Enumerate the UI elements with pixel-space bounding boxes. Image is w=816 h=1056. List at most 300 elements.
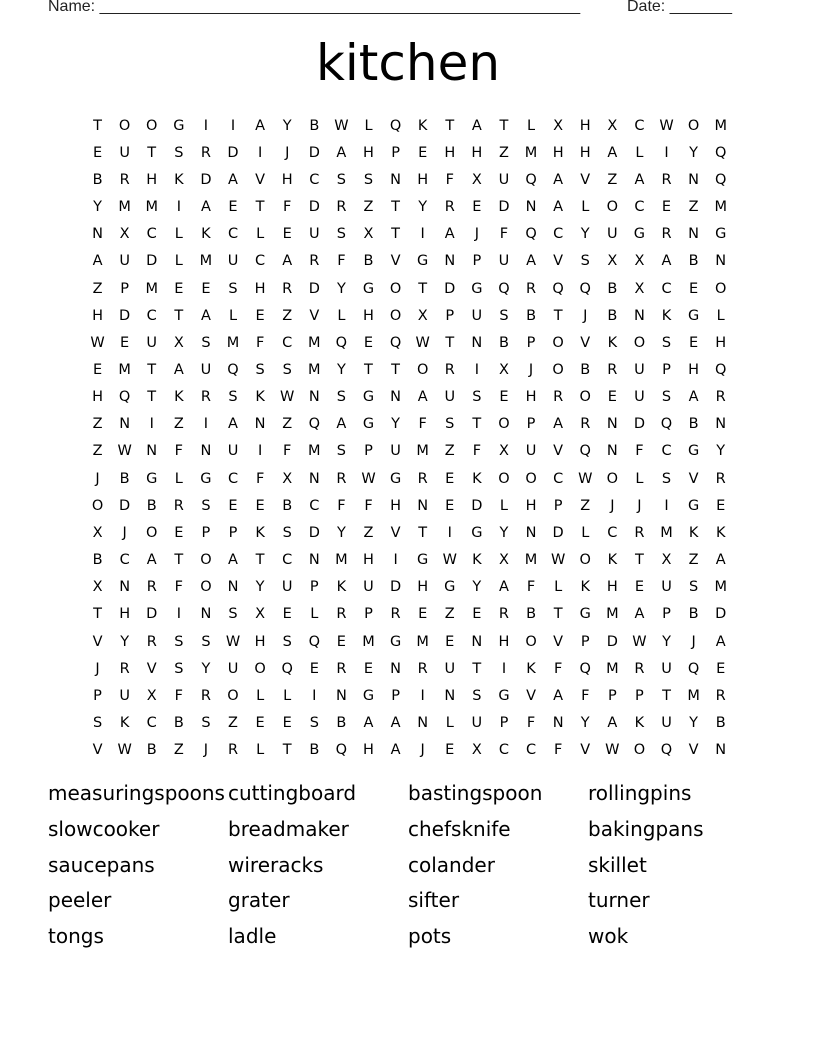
grid-letter: N bbox=[390, 171, 401, 188]
grid-letter: R bbox=[661, 226, 672, 243]
grid-letter: C bbox=[227, 470, 239, 487]
grid-letter: M bbox=[118, 361, 131, 378]
grid-letter: H bbox=[92, 389, 103, 406]
grid-letter: R bbox=[390, 606, 401, 623]
grid-row bbox=[84, 384, 734, 411]
grid-row bbox=[84, 519, 734, 546]
grid-letter: P bbox=[526, 416, 536, 433]
grid-letter: X bbox=[92, 524, 103, 541]
grid-letter: N bbox=[390, 389, 401, 406]
grid-row bbox=[84, 709, 734, 736]
grid-letter: W bbox=[90, 334, 105, 351]
grid-letter: B bbox=[309, 742, 320, 759]
grid-letter: O bbox=[525, 633, 537, 650]
grid-letter: R bbox=[661, 171, 672, 188]
grid-letter: F bbox=[553, 742, 563, 759]
date-field-label: Date: _______ bbox=[627, 0, 732, 15]
grid-letter: E bbox=[445, 497, 455, 514]
grid-letter: S bbox=[228, 280, 238, 297]
grid-letter: O bbox=[146, 117, 158, 134]
grid-letter: B bbox=[146, 742, 157, 759]
grid-letter: U bbox=[227, 443, 239, 460]
grid-letter: C bbox=[282, 552, 293, 569]
grid-letter: A bbox=[255, 117, 266, 134]
grid-letter: T bbox=[445, 117, 455, 134]
grid-letter: Z bbox=[444, 443, 455, 460]
grid-letter: E bbox=[418, 606, 428, 623]
grid-letter: Y bbox=[336, 280, 346, 297]
grid-letter: N bbox=[119, 579, 131, 596]
grid-letter: Y bbox=[662, 633, 671, 650]
grid-letter: C bbox=[119, 552, 130, 569]
grid-letter: E bbox=[255, 307, 265, 324]
grid-letter: Q bbox=[227, 361, 239, 378]
grid-letter: G bbox=[687, 443, 700, 460]
grid-letter: V bbox=[146, 660, 157, 677]
grid-letter: T bbox=[472, 660, 482, 677]
word-list-item: wok bbox=[588, 924, 629, 949]
grid-letter: S bbox=[282, 633, 292, 650]
grid-letter: K bbox=[255, 389, 265, 406]
grid-letter: R bbox=[634, 524, 645, 541]
grid-letter: L bbox=[256, 687, 265, 704]
grid-letter: S bbox=[201, 497, 211, 514]
grid-letter: H bbox=[119, 606, 131, 623]
grid-letter: P bbox=[391, 687, 400, 704]
grid-letter: Q bbox=[714, 144, 727, 161]
grid-letter: D bbox=[552, 524, 564, 541]
grid-letter: H bbox=[688, 361, 700, 378]
grid-letter: L bbox=[256, 742, 265, 759]
grid-letter: K bbox=[580, 579, 590, 596]
grid-letter: F bbox=[283, 443, 292, 460]
grid-letter: B bbox=[146, 497, 157, 514]
grid-letter: L bbox=[581, 524, 590, 541]
word-list-item: skillet bbox=[588, 852, 647, 877]
grid-letter: P bbox=[445, 307, 455, 324]
grid-letter: N bbox=[471, 633, 483, 650]
grid-letter: W bbox=[334, 117, 349, 134]
grid-letter: A bbox=[336, 144, 347, 161]
grid-letter: N bbox=[606, 443, 618, 460]
word-list-item: chefsknife bbox=[408, 816, 511, 841]
grid-letter: V bbox=[309, 307, 320, 324]
grid-letter: X bbox=[607, 253, 618, 270]
grid-letter: Z bbox=[444, 606, 455, 623]
grid-letter: M bbox=[606, 606, 619, 623]
grid-letter: W bbox=[550, 552, 566, 569]
grid-letter: V bbox=[580, 742, 591, 759]
grid-letter: T bbox=[662, 687, 671, 704]
grid-letter: S bbox=[228, 389, 238, 406]
grid-letter: N bbox=[688, 171, 700, 188]
grid-letter: S bbox=[336, 389, 346, 406]
grid-letter: Z bbox=[92, 443, 103, 460]
grid-letter: R bbox=[146, 633, 157, 650]
grid-letter: F bbox=[553, 660, 563, 677]
grid-letter: Q bbox=[308, 633, 320, 650]
grid-letter: A bbox=[715, 552, 726, 569]
grid-letter: T bbox=[147, 389, 157, 406]
grid-letter: N bbox=[92, 226, 103, 243]
grid-letter: A bbox=[607, 715, 618, 732]
grid-letter: B bbox=[607, 307, 618, 324]
grid-letter: X bbox=[92, 579, 103, 596]
grid-letter: S bbox=[363, 171, 374, 188]
grid-letter: T bbox=[93, 117, 102, 134]
grid-letter: C bbox=[498, 742, 510, 759]
grid-letter: I bbox=[312, 687, 317, 704]
grid-letter: G bbox=[471, 524, 483, 541]
grid-letter: A bbox=[715, 633, 726, 650]
grid-letter: S bbox=[174, 660, 184, 677]
grid-letter: M bbox=[416, 633, 429, 650]
grid-letter: V bbox=[92, 633, 103, 650]
grid-letter: X bbox=[661, 552, 672, 569]
grid-letter: N bbox=[227, 579, 239, 596]
grid-letter: I bbox=[664, 144, 669, 161]
grid-letter: H bbox=[552, 144, 564, 161]
grid-letter: E bbox=[92, 144, 103, 161]
grid-letter: U bbox=[498, 171, 510, 188]
grid-letter: A bbox=[92, 253, 103, 270]
grid-letter: F bbox=[174, 443, 183, 460]
grid-letter: X bbox=[634, 280, 645, 297]
grid-letter: E bbox=[120, 334, 130, 351]
grid-letter: U bbox=[119, 253, 130, 270]
word-list-item: measuringspoons bbox=[48, 781, 225, 805]
grid-letter: M bbox=[362, 633, 375, 650]
grid-letter: Y bbox=[282, 117, 292, 134]
grid-letter: W bbox=[578, 470, 593, 487]
grid-letter: C bbox=[309, 497, 320, 514]
grid-letter: J bbox=[95, 470, 100, 487]
grid-letter: V bbox=[688, 742, 699, 759]
grid-letter: B bbox=[580, 361, 591, 378]
grid-row bbox=[84, 438, 734, 465]
grid-letter: M bbox=[145, 280, 158, 297]
grid-letter: P bbox=[309, 579, 319, 596]
grid-letter: Y bbox=[472, 579, 482, 596]
grid-letter: L bbox=[445, 715, 454, 732]
grid-letter: R bbox=[227, 742, 239, 759]
grid-letter: L bbox=[228, 307, 238, 324]
grid-letter: O bbox=[633, 334, 646, 351]
word-list-item: breadmaker bbox=[228, 816, 349, 841]
grid-letter: H bbox=[92, 307, 103, 324]
grid-letter: S bbox=[282, 524, 292, 541]
grid-letter: N bbox=[444, 253, 456, 270]
grid-row bbox=[84, 411, 734, 438]
grid-letter: B bbox=[688, 253, 699, 270]
grid-letter: W bbox=[117, 742, 132, 759]
grid-letter: F bbox=[635, 443, 644, 460]
grid-row bbox=[84, 275, 734, 302]
grid-letter: V bbox=[526, 687, 536, 704]
grid-letter: A bbox=[553, 199, 564, 216]
grid-letter: L bbox=[174, 470, 183, 487]
grid-letter: O bbox=[254, 660, 266, 677]
grid-letter: Z bbox=[92, 280, 103, 297]
grid-letter: I bbox=[420, 226, 425, 243]
grid-letter: L bbox=[174, 226, 183, 243]
grid-letter: Q bbox=[335, 334, 348, 351]
grid-letter: K bbox=[715, 524, 726, 541]
grid-letter: J bbox=[203, 742, 209, 759]
grid-letter: E bbox=[716, 660, 726, 677]
grid-letter: S bbox=[661, 334, 672, 351]
grid-row bbox=[84, 737, 734, 764]
grid-letter: H bbox=[498, 633, 510, 650]
grid-row bbox=[84, 628, 734, 655]
grid-letter: E bbox=[445, 470, 455, 487]
grid-letter: H bbox=[254, 633, 266, 650]
grid-letter: Z bbox=[607, 171, 618, 188]
grid-letter: R bbox=[309, 253, 320, 270]
word-list-item: bakingpans bbox=[588, 816, 704, 841]
grid-letter: I bbox=[257, 144, 263, 161]
grid-letter: C bbox=[634, 199, 645, 216]
grid-letter: S bbox=[472, 687, 482, 704]
grid-letter: P bbox=[662, 606, 671, 623]
grid-letter: G bbox=[498, 687, 510, 704]
word-list-item: rollingpins bbox=[588, 781, 692, 805]
grid-letter: G bbox=[389, 470, 402, 487]
grid-letter: D bbox=[308, 280, 320, 297]
grid-letter: S bbox=[689, 579, 699, 596]
grid-letter: Z bbox=[498, 144, 509, 161]
grid-letter: N bbox=[688, 226, 700, 243]
grid-letter: P bbox=[499, 715, 509, 732]
grid-letter: A bbox=[200, 307, 211, 324]
grid-letter: P bbox=[364, 443, 373, 460]
grid-letter: H bbox=[363, 742, 374, 759]
grid-letter: X bbox=[634, 253, 645, 270]
grid-letter: U bbox=[146, 334, 158, 351]
grid-letter: Y bbox=[689, 144, 699, 161]
grid-letter: J bbox=[420, 742, 425, 759]
grid-letter: R bbox=[336, 199, 347, 216]
grid-letter: S bbox=[661, 389, 672, 406]
grid-letter: G bbox=[444, 579, 456, 596]
grid-letter: A bbox=[390, 715, 401, 732]
grid-letter: M bbox=[308, 443, 321, 460]
grid-letter: R bbox=[336, 470, 347, 487]
grid-letter: D bbox=[498, 199, 510, 216]
grid-letter: H bbox=[363, 552, 374, 569]
grid-letter: G bbox=[687, 307, 700, 324]
grid-letter: K bbox=[201, 226, 211, 243]
grid-letter: Y bbox=[336, 524, 346, 541]
grid-letter: A bbox=[173, 361, 184, 378]
grid-letter: C bbox=[607, 524, 618, 541]
header-line bbox=[48, 0, 740, 16]
grid-letter: P bbox=[635, 687, 644, 704]
grid-letter: R bbox=[715, 470, 726, 487]
grid-letter: Z bbox=[173, 742, 184, 759]
grid-letter: D bbox=[146, 253, 158, 270]
grid-letter: A bbox=[634, 606, 645, 623]
grid-letter: A bbox=[200, 199, 211, 216]
grid-letter: B bbox=[92, 171, 103, 188]
grid-letter: G bbox=[200, 470, 212, 487]
grid-letter: W bbox=[280, 389, 295, 406]
grid-letter: G bbox=[389, 633, 402, 650]
grid-letter: D bbox=[119, 497, 131, 514]
grid-letter: O bbox=[714, 280, 727, 297]
word-list-item: tongs bbox=[48, 924, 104, 949]
grid-letter: T bbox=[147, 144, 157, 161]
grid-letter: T bbox=[255, 552, 265, 569]
grid-letter: G bbox=[362, 280, 375, 297]
grid-letter: K bbox=[526, 660, 536, 677]
grid-letter: T bbox=[634, 552, 644, 569]
grid-letter: K bbox=[472, 552, 482, 569]
grid-letter: Q bbox=[579, 660, 591, 677]
grid-letter: T bbox=[391, 361, 400, 378]
grid-letter: A bbox=[607, 144, 618, 161]
grid-letter: U bbox=[634, 361, 645, 378]
grid-letter: R bbox=[146, 579, 157, 596]
grid-letter: T bbox=[93, 606, 102, 623]
grid-letter: S bbox=[228, 606, 238, 623]
grid-row bbox=[84, 601, 734, 628]
grid-row bbox=[84, 465, 734, 492]
grid-letter: X bbox=[498, 443, 509, 460]
grid-letter: Q bbox=[335, 742, 348, 759]
grid-letter: D bbox=[715, 606, 727, 623]
grid-letter: A bbox=[146, 552, 157, 569]
grid-letter: R bbox=[715, 687, 726, 704]
grid-letter: O bbox=[200, 579, 212, 596]
grid-letter: Q bbox=[525, 171, 537, 188]
grid-letter: S bbox=[472, 389, 482, 406]
grid-letter: S bbox=[445, 416, 455, 433]
grid-letter: O bbox=[687, 117, 700, 134]
grid-letter: O bbox=[552, 334, 564, 351]
grid-letter: J bbox=[122, 524, 127, 541]
grid-letter: L bbox=[635, 144, 644, 161]
grid-letter: X bbox=[607, 117, 618, 134]
grid-letter: H bbox=[606, 579, 618, 596]
grid-letter: E bbox=[174, 280, 184, 297]
grid-letter: U bbox=[119, 687, 130, 704]
grid-letter: N bbox=[715, 416, 727, 433]
grid-letter: K bbox=[336, 579, 347, 596]
grid-letter: O bbox=[146, 524, 158, 541]
grid-letter: W bbox=[225, 633, 241, 650]
grid-letter: E bbox=[282, 226, 292, 243]
grid-letter: P bbox=[201, 524, 211, 541]
grid-letter: B bbox=[688, 606, 699, 623]
grid-letter: F bbox=[174, 579, 183, 596]
grid-letter: R bbox=[417, 470, 428, 487]
grid-letter: L bbox=[635, 470, 644, 487]
grid-letter: G bbox=[417, 253, 429, 270]
grid-letter: T bbox=[553, 606, 563, 623]
grid-letter: E bbox=[309, 660, 319, 677]
grid-letter: S bbox=[282, 361, 292, 378]
grid-letter: Y bbox=[93, 199, 102, 216]
grid-letter: S bbox=[336, 443, 346, 460]
grid-letter: F bbox=[364, 497, 373, 514]
grid-letter: M bbox=[714, 117, 727, 134]
word-list-item: grater bbox=[228, 888, 290, 913]
grid-letter: H bbox=[390, 497, 402, 514]
grid-letter: Q bbox=[389, 334, 402, 351]
grid-letter: B bbox=[336, 715, 347, 732]
word-list-item: sifter bbox=[408, 888, 460, 913]
grid-letter: P bbox=[472, 253, 482, 270]
grid-letter: N bbox=[390, 660, 401, 677]
grid-letter: Q bbox=[660, 742, 673, 759]
grid-letter: B bbox=[498, 334, 509, 351]
grid-letter: W bbox=[442, 552, 457, 569]
word-search-grid bbox=[84, 112, 734, 764]
grid-letter: R bbox=[336, 606, 347, 623]
grid-letter: T bbox=[553, 307, 563, 324]
grid-letter: J bbox=[583, 307, 588, 324]
grid-letter: N bbox=[633, 307, 645, 324]
grid-letter: P bbox=[93, 687, 102, 704]
grid-letter: A bbox=[282, 253, 293, 270]
grid-letter: R bbox=[444, 361, 455, 378]
grid-letter: M bbox=[226, 334, 240, 351]
grid-letter: Y bbox=[418, 199, 428, 216]
grid-letter: P bbox=[526, 334, 536, 351]
grid-letter: R bbox=[444, 199, 455, 216]
grid-letter: N bbox=[417, 715, 429, 732]
grid-letter: I bbox=[474, 361, 479, 378]
grid-letter: U bbox=[498, 253, 510, 270]
grid-row bbox=[84, 302, 734, 329]
grid-letter: G bbox=[579, 606, 591, 623]
grid-letter: F bbox=[174, 687, 183, 704]
grid-letter: Z bbox=[688, 199, 699, 216]
grid-letter: A bbox=[228, 552, 238, 569]
grid-letter: S bbox=[336, 171, 346, 188]
grid-letter: O bbox=[633, 742, 646, 759]
grid-letter: J bbox=[285, 144, 290, 161]
grid-letter: T bbox=[499, 117, 509, 134]
grid-letter: E bbox=[445, 742, 455, 759]
grid-letter: D bbox=[119, 307, 131, 324]
grid-letter: X bbox=[173, 334, 184, 351]
grid-letter: S bbox=[309, 715, 319, 732]
grid-letter: X bbox=[255, 606, 266, 623]
grid-letter: Q bbox=[552, 280, 564, 297]
grid-letter: U bbox=[607, 226, 618, 243]
grid-letter: A bbox=[661, 253, 672, 270]
grid-row bbox=[84, 574, 734, 601]
grid-letter: I bbox=[393, 552, 398, 569]
grid-letter: C bbox=[661, 280, 672, 297]
grid-letter: S bbox=[174, 144, 184, 161]
grid-letter: C bbox=[282, 334, 293, 351]
grid-letter: R bbox=[607, 361, 618, 378]
grid-letter: A bbox=[498, 579, 509, 596]
grid-letter: C bbox=[661, 443, 672, 460]
grid-letter: Z bbox=[363, 524, 374, 541]
grid-letter: B bbox=[526, 606, 537, 623]
grid-letter: G bbox=[362, 389, 375, 406]
grid-letter: G bbox=[633, 226, 646, 243]
grid-letter: I bbox=[149, 416, 154, 433]
grid-letter: N bbox=[308, 470, 320, 487]
grid-letter: Y bbox=[201, 660, 211, 677]
grid-letter: E bbox=[363, 334, 374, 351]
grid-letter: O bbox=[227, 687, 239, 704]
